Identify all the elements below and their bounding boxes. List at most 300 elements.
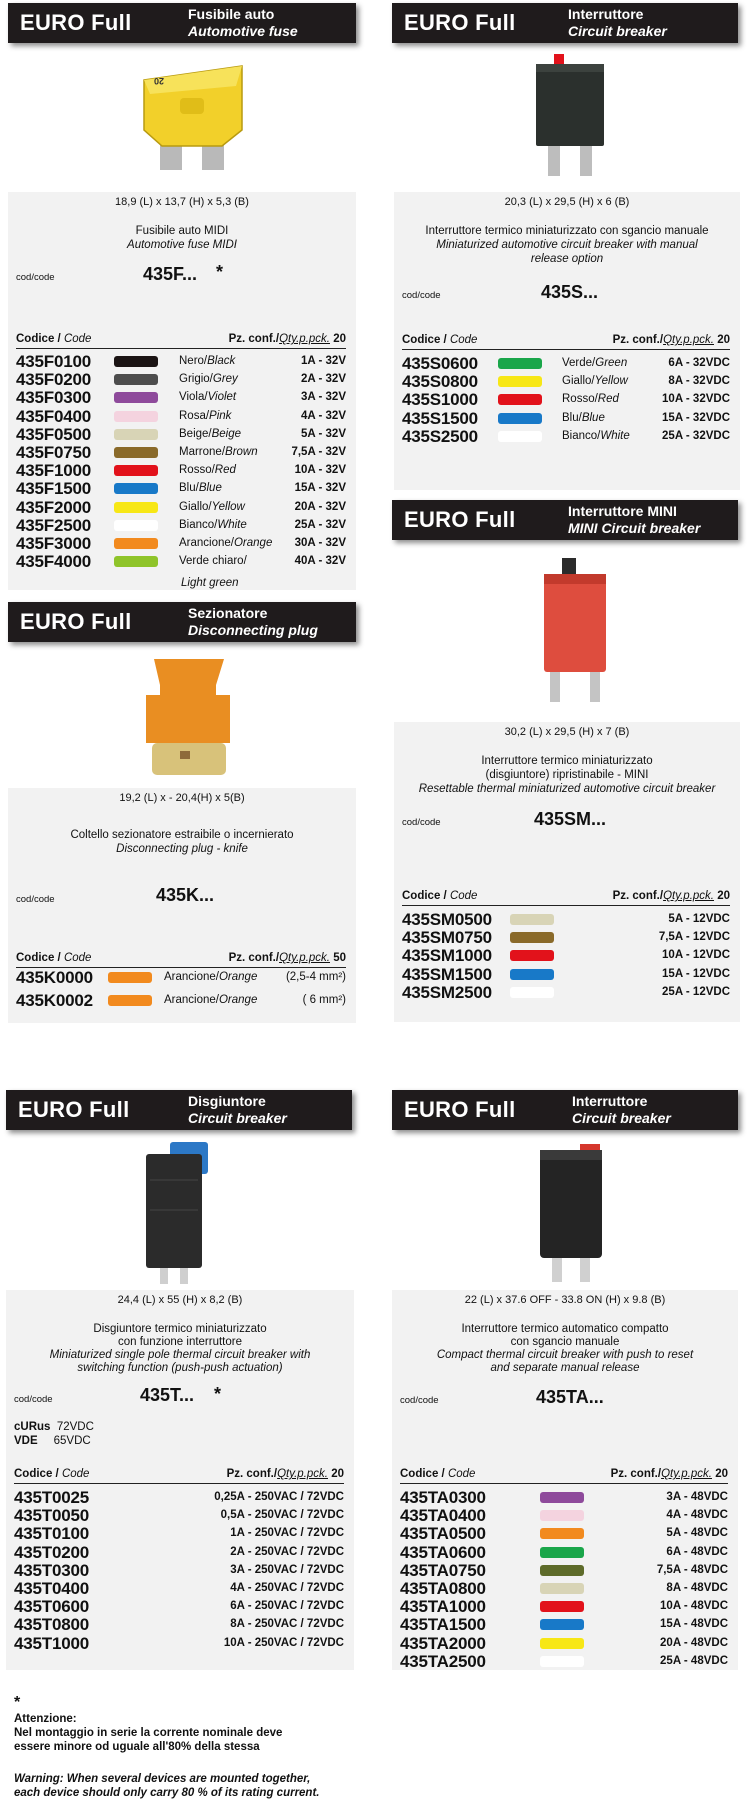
rating: 0,5A - 250VAC / 72VDC (220, 1509, 344, 1522)
rating: 15A - 32VDC (662, 411, 730, 424)
color-label-en: Beige (211, 427, 242, 440)
product-code: 435TA0600 (400, 1542, 486, 1562)
color-label-en: Blue (581, 411, 605, 424)
color-swatch (498, 431, 542, 442)
product-code: 435F1000 (16, 461, 91, 481)
fuse-title-it: Fusibile auto (188, 6, 275, 22)
color-label (562, 393, 619, 405)
disg-desc-it1: Disgiuntore termico miniaturizzato (93, 1323, 267, 1335)
table-row (16, 991, 346, 1009)
th-pz: Pz. conf./ (612, 890, 664, 902)
color-swatch (510, 950, 554, 961)
color-label-en: Brown (225, 446, 258, 458)
fuse-dimensions: 18,9 (L) x 13,7 (H) x 5,3 (B) (115, 196, 249, 208)
color-swatch (540, 1547, 584, 1558)
fuse-cod-value: 435F... (143, 264, 198, 284)
color-label-it: Blu/ (179, 482, 199, 495)
color-label-it: Arancione/ (164, 971, 219, 983)
mini-description (394, 754, 740, 796)
th-qty: Qty.p.pck. (279, 333, 330, 345)
table-row (16, 425, 346, 443)
color-swatch (498, 413, 542, 424)
color-swatch (510, 987, 554, 998)
rating: 20A - 48VDC (660, 1636, 728, 1649)
table-row (16, 443, 346, 461)
color-label-it: Blu/ (562, 411, 582, 424)
product-code: 435S1000 (402, 390, 478, 410)
color-label-en: Yellow (594, 375, 628, 388)
plug-cod-value: 435K... (156, 885, 215, 905)
table-row (16, 479, 346, 497)
color-label-it: Bianco/ (562, 429, 601, 442)
color-swatch (114, 502, 158, 513)
th-qty: Qty.p.pck. (277, 1468, 328, 1480)
color-swatch (498, 358, 542, 369)
disg-desc-it2: con funzione interruttore (117, 1336, 243, 1348)
th-pz: Pz. conf./ (228, 333, 280, 345)
product-code: 435K0000 (16, 968, 93, 987)
th-qty-value: 20 (712, 1468, 728, 1480)
color-label-en: Blue (198, 482, 222, 495)
color-swatch (540, 1638, 584, 1649)
product-code: 435S0800 (402, 372, 478, 392)
color-swatch (114, 374, 158, 385)
compact-dimensions: 22 (L) x 37.6 OFF - 33.8 ON (H) x 9.8 (B) (464, 1294, 666, 1306)
table-row (400, 1543, 728, 1561)
rating: 0,25A - 250VAC / 72VDC (214, 1491, 344, 1503)
color-label-it: Marrone/ (179, 446, 226, 458)
table-row (400, 1597, 728, 1615)
color-label-it: Viola/ (179, 391, 208, 404)
color-label-en: Black (207, 355, 236, 367)
rating: 10A - 32VDC (662, 393, 730, 406)
footnote-it (14, 1712, 282, 1754)
table-row (400, 1506, 728, 1524)
product-code: 435TA0500 (400, 1524, 486, 1544)
color-swatch (510, 914, 554, 925)
rating: 40A - 32V (294, 555, 346, 568)
rating: 25A - 32VDC (662, 429, 730, 442)
rating: 25A - 12VDC (662, 985, 730, 998)
mini-table-header (402, 890, 730, 906)
disg-certifications (14, 1420, 94, 1448)
product-code: 435SM2500 (402, 982, 492, 1002)
disconnecting-plug-image (140, 655, 235, 780)
table-row (400, 1652, 728, 1670)
rating: 2A - 250VAC / 72VDC (230, 1545, 344, 1558)
color-label (179, 501, 245, 513)
product-code: 435T0800 (14, 1615, 89, 1635)
cert1-label: cURus (14, 1421, 51, 1433)
table-row (14, 1579, 344, 1597)
color-label-en: White (600, 429, 630, 442)
disg-title-en: Circuit breaker (188, 1110, 287, 1126)
compact-title-it: Interruttore (572, 1093, 648, 1109)
color-label (164, 994, 257, 1006)
color-label (179, 482, 222, 494)
brand-label: EURO Full (404, 507, 516, 532)
rating: 1A - 32V (301, 355, 346, 367)
mini-cod-value: 435SM... (534, 809, 607, 829)
th-pz: Pz. conf./ (610, 1468, 662, 1480)
th-qty: Qty.p.pck. (279, 952, 330, 964)
color-label (179, 410, 231, 422)
color-label (179, 428, 241, 440)
breaker-cod-label: cod/code (402, 290, 441, 301)
product-code: 435TA1500 (400, 1615, 486, 1635)
plug-description (8, 828, 356, 856)
color-swatch (114, 392, 158, 403)
product-code: 435T0400 (14, 1579, 89, 1598)
rating: 3A - 250VAC / 72VDC (230, 1563, 344, 1576)
color-swatch (540, 1656, 584, 1667)
color-label (179, 373, 238, 385)
table-row (400, 1615, 728, 1633)
fuse-extra-line: Light green (181, 577, 239, 589)
color-label-en: Orange (218, 971, 258, 983)
table-row (16, 534, 346, 552)
mini-circuit-breaker-image (536, 556, 616, 706)
disg-description (6, 1323, 354, 1375)
table-row (14, 1543, 344, 1561)
rating: 5A - 48VDC (666, 1527, 728, 1540)
th-code: Code (449, 890, 478, 902)
color-swatch (114, 429, 158, 440)
th-code: Code (61, 1468, 90, 1480)
product-code: 435F0750 (16, 443, 91, 462)
color-swatch (114, 556, 158, 567)
fuse-title-en: Automotive fuse (188, 23, 298, 39)
compact-breaker-image (530, 1140, 614, 1288)
rating: 15A - 32V (294, 482, 346, 495)
color-label-en: Violet (207, 391, 237, 404)
product-code: 435T0200 (14, 1542, 89, 1562)
color-swatch (114, 465, 158, 476)
table-row (14, 1488, 344, 1506)
th-qty-value: 20 (328, 1468, 344, 1480)
compact-desc-en1: Compact thermal circuit breaker with push to reset (436, 1349, 694, 1361)
breaker-desc-it: Interruttore termico miniaturizzato con sgancio manuale (425, 225, 709, 237)
th-code: Code (63, 333, 92, 345)
rating: ( 6 mm²) (302, 993, 346, 1006)
color-label-it: Bianco/ (179, 518, 218, 531)
product-code: 435TA0400 (400, 1506, 486, 1526)
product-code: 435SM0500 (402, 910, 492, 929)
mini-desc-it2: (disgiuntore) ripristinabile - MINI (485, 769, 649, 781)
footnote-it2: essere minore od uguale all'80% della stessa (14, 1741, 260, 1753)
compact-header (392, 1090, 738, 1130)
rating: 6A - 250VAC / 72VDC (230, 1600, 344, 1613)
color-label-it: Arancione/ (179, 537, 234, 549)
product-code: 435F4000 (16, 552, 91, 572)
brand-label: EURO Full (404, 10, 516, 35)
compact-desc-it1: Interruttore termico automatico compatto (461, 1323, 669, 1335)
product-code: 435F0400 (16, 406, 91, 426)
rating: 1A - 250VAC / 72VDC (230, 1527, 344, 1540)
table-row (402, 427, 730, 445)
color-label-it: Rosso/ (562, 393, 598, 406)
th-qty-value: 50 (330, 952, 346, 964)
rating: 8A - 32VDC (668, 375, 730, 388)
footnote-it1: Nel montaggio in serie la corrente nominale deve (14, 1727, 283, 1739)
color-swatch (114, 356, 158, 367)
color-label-it: Rosso/ (179, 464, 215, 477)
color-swatch (540, 1601, 584, 1612)
product-code: 435F0200 (16, 370, 91, 390)
rating: 7,5A - 48VDC (656, 1563, 728, 1576)
th-pz: Pz. conf./ (228, 952, 280, 964)
color-swatch (114, 411, 158, 422)
disg-header (6, 1090, 352, 1130)
product-code: 435TA0800 (400, 1579, 486, 1598)
th-codice: Codice / (402, 890, 450, 902)
color-swatch (540, 1619, 584, 1630)
cert1-value: 72VDC (56, 1421, 94, 1433)
product-code: 435SM1500 (402, 964, 492, 984)
table-row (14, 1561, 344, 1579)
product-code: 435T0600 (14, 1597, 89, 1617)
table-row (16, 461, 346, 479)
table-row (402, 372, 730, 390)
compact-cod-value: 435TA... (536, 1387, 604, 1407)
table-row (16, 516, 346, 534)
disgiuntore-image (140, 1140, 220, 1288)
circuit-breaker-image (530, 50, 610, 180)
compact-cod-label: cod/code (400, 1395, 439, 1406)
product-code: 435SM0750 (402, 928, 492, 948)
table-row (402, 390, 730, 408)
breaker-dimensions: 20,3 (L) x 29,5 (H) x 6 (B) (504, 196, 630, 208)
color-label-en: Red (214, 464, 236, 477)
color-label-en: Grey (212, 373, 238, 386)
th-codice: Codice / (400, 1468, 448, 1480)
fuse-star: * (216, 262, 224, 282)
disg-dimensions: 24,4 (L) x 55 (H) x 8,2 (B) (117, 1294, 243, 1306)
fuse-cod-label: cod/code (16, 272, 55, 283)
brand-label: EURO Full (404, 1097, 516, 1122)
fuse-desc-en: Automotive fuse MIDI (127, 239, 237, 251)
table-row (400, 1561, 728, 1579)
compact-table-header (400, 1468, 728, 1484)
th-qty: Qty.p.pck. (663, 890, 714, 902)
breaker-desc-en1: Miniaturized automotive circuit breaker with manual (436, 239, 698, 251)
table-row (402, 354, 730, 372)
color-swatch (108, 972, 152, 983)
breaker-description (394, 224, 740, 266)
rating: 5A - 12VDC (668, 913, 730, 925)
th-qty: Qty.p.pck. (661, 1468, 712, 1480)
color-label-it: Grigio/ (179, 373, 213, 386)
th-codice: Codice / (402, 334, 450, 346)
breaker-cod-value: 435S... (541, 282, 599, 302)
plug-cod-label: cod/code (16, 894, 55, 905)
color-label-it: Verde/ (562, 357, 596, 369)
color-swatch (498, 376, 542, 387)
rating: 20A - 32V (294, 500, 346, 513)
color-label (179, 391, 236, 403)
product-code: 435TA0300 (400, 1488, 486, 1507)
product-code: 435F0100 (16, 352, 91, 371)
product-code: 435F0300 (16, 388, 91, 408)
color-label-en: White (217, 518, 247, 531)
rating: 6A - 48VDC (666, 1545, 728, 1558)
color-label-it: Giallo/ (562, 375, 595, 388)
product-code: 435F1500 (16, 479, 91, 499)
color-label (179, 537, 272, 549)
table-row (400, 1524, 728, 1542)
product-code: 435F0500 (16, 424, 91, 444)
table-row (16, 388, 346, 406)
product-code: 435K0002 (16, 990, 93, 1010)
color-label-en: Red (597, 393, 619, 406)
th-qty: Qty.p.pck. (663, 334, 714, 346)
color-label (179, 555, 247, 567)
table-row (400, 1488, 728, 1506)
rating: 25A - 32V (294, 518, 346, 531)
rating: 10A - 48VDC (660, 1600, 728, 1613)
product-code: 435T0025 (14, 1488, 89, 1507)
plug-dimensions: 19,2 (L) x - 20,4(H) x 5(B) (119, 792, 245, 804)
table-row (14, 1634, 344, 1652)
th-pz: Pz. conf./ (226, 1468, 278, 1480)
rating: (2,5-4 mm²) (285, 971, 346, 983)
color-label-it: Verde chiaro/ (179, 555, 247, 568)
brand-label: EURO Full (20, 609, 132, 634)
color-label-en: Orange (218, 993, 258, 1006)
breaker-header (392, 3, 738, 43)
product-code: 435F2000 (16, 497, 91, 517)
rating: 8A - 250VAC / 72VDC (230, 1618, 344, 1631)
th-qty-value: 20 (330, 333, 346, 345)
th-codice: Codice / (14, 1468, 62, 1480)
table-row (402, 409, 730, 427)
disg-cod-value: 435T... (140, 1385, 195, 1405)
table-row (14, 1597, 344, 1615)
table-row (402, 965, 730, 983)
product-code: 435S2500 (402, 426, 478, 446)
plug-title-en: Disconnecting plug (188, 622, 318, 638)
mini-header (392, 500, 738, 540)
product-code: 435TA1000 (400, 1597, 486, 1617)
rating: 15A - 48VDC (660, 1618, 728, 1631)
product-code: 435S1500 (402, 408, 478, 428)
compact-desc-en2: and separate manual release (490, 1362, 640, 1374)
th-code: Code (447, 1468, 476, 1480)
color-swatch (540, 1583, 584, 1594)
table-row (402, 910, 730, 928)
color-label (562, 357, 627, 369)
breaker-table-header (402, 334, 730, 350)
cert2-label: VDE (14, 1435, 38, 1447)
table-row (16, 552, 346, 570)
color-label-it: Giallo/ (179, 500, 212, 513)
fuse-table-header (16, 333, 346, 349)
color-swatch (498, 394, 542, 405)
color-label-it: Nero/ (179, 355, 208, 367)
color-label (179, 519, 247, 531)
th-codice: Codice / (16, 952, 64, 964)
product-code: 435T0300 (14, 1560, 89, 1580)
product-code: 435T1000 (14, 1633, 89, 1653)
color-swatch (510, 969, 554, 980)
footnote-star: * (14, 1694, 21, 1711)
table-row (16, 352, 346, 370)
color-swatch (540, 1565, 584, 1576)
plug-header (8, 602, 356, 642)
mini-title-it: Interruttore MINI (568, 503, 677, 519)
product-code: 435F3000 (16, 534, 91, 553)
svg-text:20: 20 (153, 76, 164, 86)
mini-desc-it1: Interruttore termico miniaturizzato (481, 755, 653, 767)
table-row (402, 983, 730, 1001)
rating: 4A - 32V (301, 409, 346, 422)
table-row (400, 1579, 728, 1597)
mini-dimensions: 30,2 (L) x 29,5 (H) x 7 (B) (504, 726, 630, 738)
disg-title-it: Disgiuntore (188, 1093, 266, 1109)
brand-label: EURO Full (18, 1097, 130, 1122)
color-swatch (114, 483, 158, 494)
th-qty-value: 20 (714, 334, 730, 346)
table-row (16, 498, 346, 516)
color-swatch (114, 520, 158, 531)
rating: 6A - 32VDC (668, 357, 730, 369)
rating: 30A - 32V (294, 537, 346, 549)
rating: 5A - 32V (301, 427, 346, 440)
th-code: Code (63, 952, 92, 964)
color-label (164, 971, 257, 983)
rating: 25A - 48VDC (660, 1654, 728, 1667)
plug-desc-it: Coltello sezionatore estraibile o incernierato (70, 829, 294, 841)
th-code: Code (449, 334, 478, 346)
color-label (562, 430, 630, 442)
rating: 4A - 48VDC (666, 1509, 728, 1522)
plug-desc-en: Disconnecting plug - knife (116, 843, 248, 855)
mini-cod-label: cod/code (402, 817, 441, 828)
footnote-en2: each device should only carry 80 % of its rating current. (14, 1787, 320, 1799)
color-label (562, 375, 628, 387)
th-qty-value: 20 (714, 890, 730, 902)
th-codice: Codice / (16, 333, 64, 345)
footnote-title: Attenzione: (14, 1713, 77, 1725)
table-row (16, 370, 346, 388)
rating: 2A - 32V (301, 373, 346, 386)
footnote-en1: Warning: When several devices are mounted together, (14, 1773, 311, 1785)
breaker-title-en: Circuit breaker (568, 23, 667, 39)
rating: 7,5A - 32V (291, 446, 346, 458)
color-label-en: Green (595, 357, 628, 369)
fuse-header (8, 3, 356, 43)
disg-desc-en1: Miniaturized single pole thermal circuit breaker with (49, 1349, 311, 1361)
automotive-fuse-image (138, 60, 248, 178)
color-label-it: Arancione/ (164, 993, 219, 1006)
table-row (16, 968, 346, 986)
color-swatch (540, 1492, 584, 1503)
color-label (179, 464, 236, 476)
table-row (14, 1615, 344, 1633)
product-code: 435TA2500 (400, 1651, 486, 1671)
table-row (16, 407, 346, 425)
disg-table-header (14, 1468, 344, 1484)
product-code: 435T0050 (14, 1506, 89, 1526)
cert2-value: 65VDC (53, 1435, 91, 1447)
table-row (14, 1524, 344, 1542)
rating: 10A - 250VAC / 72VDC (223, 1636, 344, 1649)
disg-star: * (214, 1384, 222, 1404)
compact-description (392, 1323, 738, 1375)
color-label (179, 355, 235, 367)
rating: 3A - 48VDC (666, 1491, 728, 1503)
rating: 10A - 12VDC (662, 949, 730, 962)
